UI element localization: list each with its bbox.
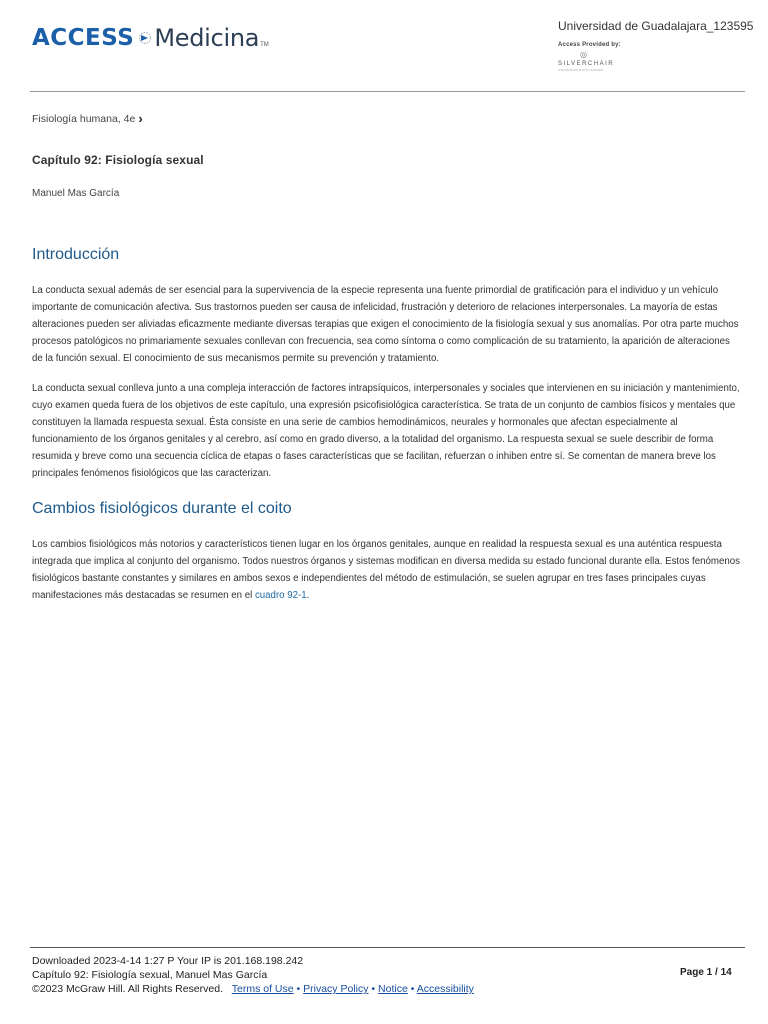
cambios-paragraph-1 <box>32 536 740 604</box>
accessibility-link[interactable]: Accessibility <box>416 983 474 995</box>
silverchair-subtext: INFORMATION/SYSTEMS <box>558 68 604 72</box>
footer-divider <box>30 947 745 948</box>
section-heading-introduccion: Introducción <box>32 246 120 263</box>
logo-star-icon <box>138 31 152 45</box>
breadcrumb[interactable] <box>32 113 143 125</box>
footer-separator: • <box>371 983 376 995</box>
footer-copyright-row <box>32 982 474 996</box>
page-number: Page 1 / 14 <box>680 967 732 978</box>
section-heading-cambios: Cambios fisiológicos durante el coito <box>32 500 292 517</box>
silverchair-icon: ◎ <box>580 50 587 59</box>
intro-paragraph-1: La conducta sexual además de ser esencial para la supervivencia de la especie representa una fuente primordial de gratificación para el individuo y un vehículo importante de comunicación afectiva. Sus trastornos pueden ser causa de infelicidad, frustración y deterioro de relaciones interpersonales. La mayoría de estas alteraciones pueden ser aliviadas eficazmente mediante diversas terapias que exigen el conocimiento de la fisiología sexual y sus anomalías. Por otra parte muchos procesos patológicos no primariamente sexuales conllevan con frecuencia, sea como síntoma o como complicación de su tratamiento, la aparición de alteraciones de la función sexual. El conocimiento de sus mecanismos permite su prevención y tratamiento. <box>32 285 739 364</box>
silverchair-logo <box>558 50 618 72</box>
header-divider <box>30 91 745 92</box>
footer-copyright: ©2023 McGraw Hill. All Rights Reserved. <box>32 983 223 995</box>
privacy-policy-link[interactable]: Privacy Policy <box>303 983 369 995</box>
accessmedicina-logo[interactable] <box>32 16 269 60</box>
logo-medicina-text: Medicina <box>154 24 260 52</box>
breadcrumb-book-link[interactable]: Fisiología humana, 4e <box>32 113 136 125</box>
logo-trademark: TM <box>260 42 269 48</box>
notice-link[interactable]: Notice <box>378 983 408 995</box>
chapter-title: Capítulo 92: Fisiología sexual <box>32 153 204 167</box>
logo-access-text: ACCESS <box>32 25 135 51</box>
footer-downloaded-line: Downloaded 2023-4-14 1:27 P Your IP is 201.168.198.242 <box>32 955 304 967</box>
footer-links <box>226 983 474 995</box>
footer-chapter-line: Capítulo 92: Fisiología sexual, Manuel Mas García <box>32 969 268 981</box>
terms-of-use-link[interactable]: Terms of Use <box>231 983 294 995</box>
intro-paragraph-2: La conducta sexual conlleva junto a una compleja interacción de factores intrapsíquicos, interpersonales y sociales que intervienen en su iniciación y mantenimiento, cuyo examen queda fuera de los objetivos de este capítulo, una expresión psicofisiológica característica. Se trata de un conjunto de cambios físicos y mentales que constituyen la llamada respuesta sexual. Ésta consiste en una serie de cambios hemodinámicos, neurales y hormonales que afectan especialmente al funcionamiento de los órganos genitales y al cerebro, así como en grado diverso, a la totalidad del organismo. La respuesta sexual se suele describir de forma resumida y breve como una secuencia cíclica de etapas o fases características que se facilitan, refuerzan o inhiben entre sí. Se comentan de manera breve los principales fenómenos fisiológicos que las caracterizan. <box>32 383 740 479</box>
cuadro-92-1-link[interactable]: cuadro 92-1 <box>254 590 307 601</box>
footer-separator: • <box>296 983 301 995</box>
page-footer <box>32 954 474 996</box>
cambios-paragraph-end: . <box>306 590 310 601</box>
access-provided-by-label: Access Provided by: <box>558 42 621 48</box>
chevron-right-icon[interactable]: › <box>138 111 143 126</box>
silverchair-text: SILVERCHAIR <box>558 61 615 67</box>
cambios-paragraph-text: Los cambios fisiológicos más notorios y característicos tienen lugar en los órganos genitales, aunque en realidad la respuesta sexual es una auténtica respuesta integrada que implica al conjunto del organismo. Todos nuestros órganos y sistemas modifican en diversa medida su estado funcional durante ella. Estos fenómenos fisiológicos bastante constantes y similares en ambos sexos e independientes del método de estimulación, se suelen agrupar en tres fases principales cuyas manifestaciones más destacadas se resumen en el <box>32 539 740 601</box>
footer-separator: • <box>410 983 415 995</box>
institution-name: Universidad de Guadalajara_123595 <box>558 19 754 33</box>
chapter-author: Manuel Mas García <box>32 188 120 199</box>
page-header <box>0 0 768 92</box>
